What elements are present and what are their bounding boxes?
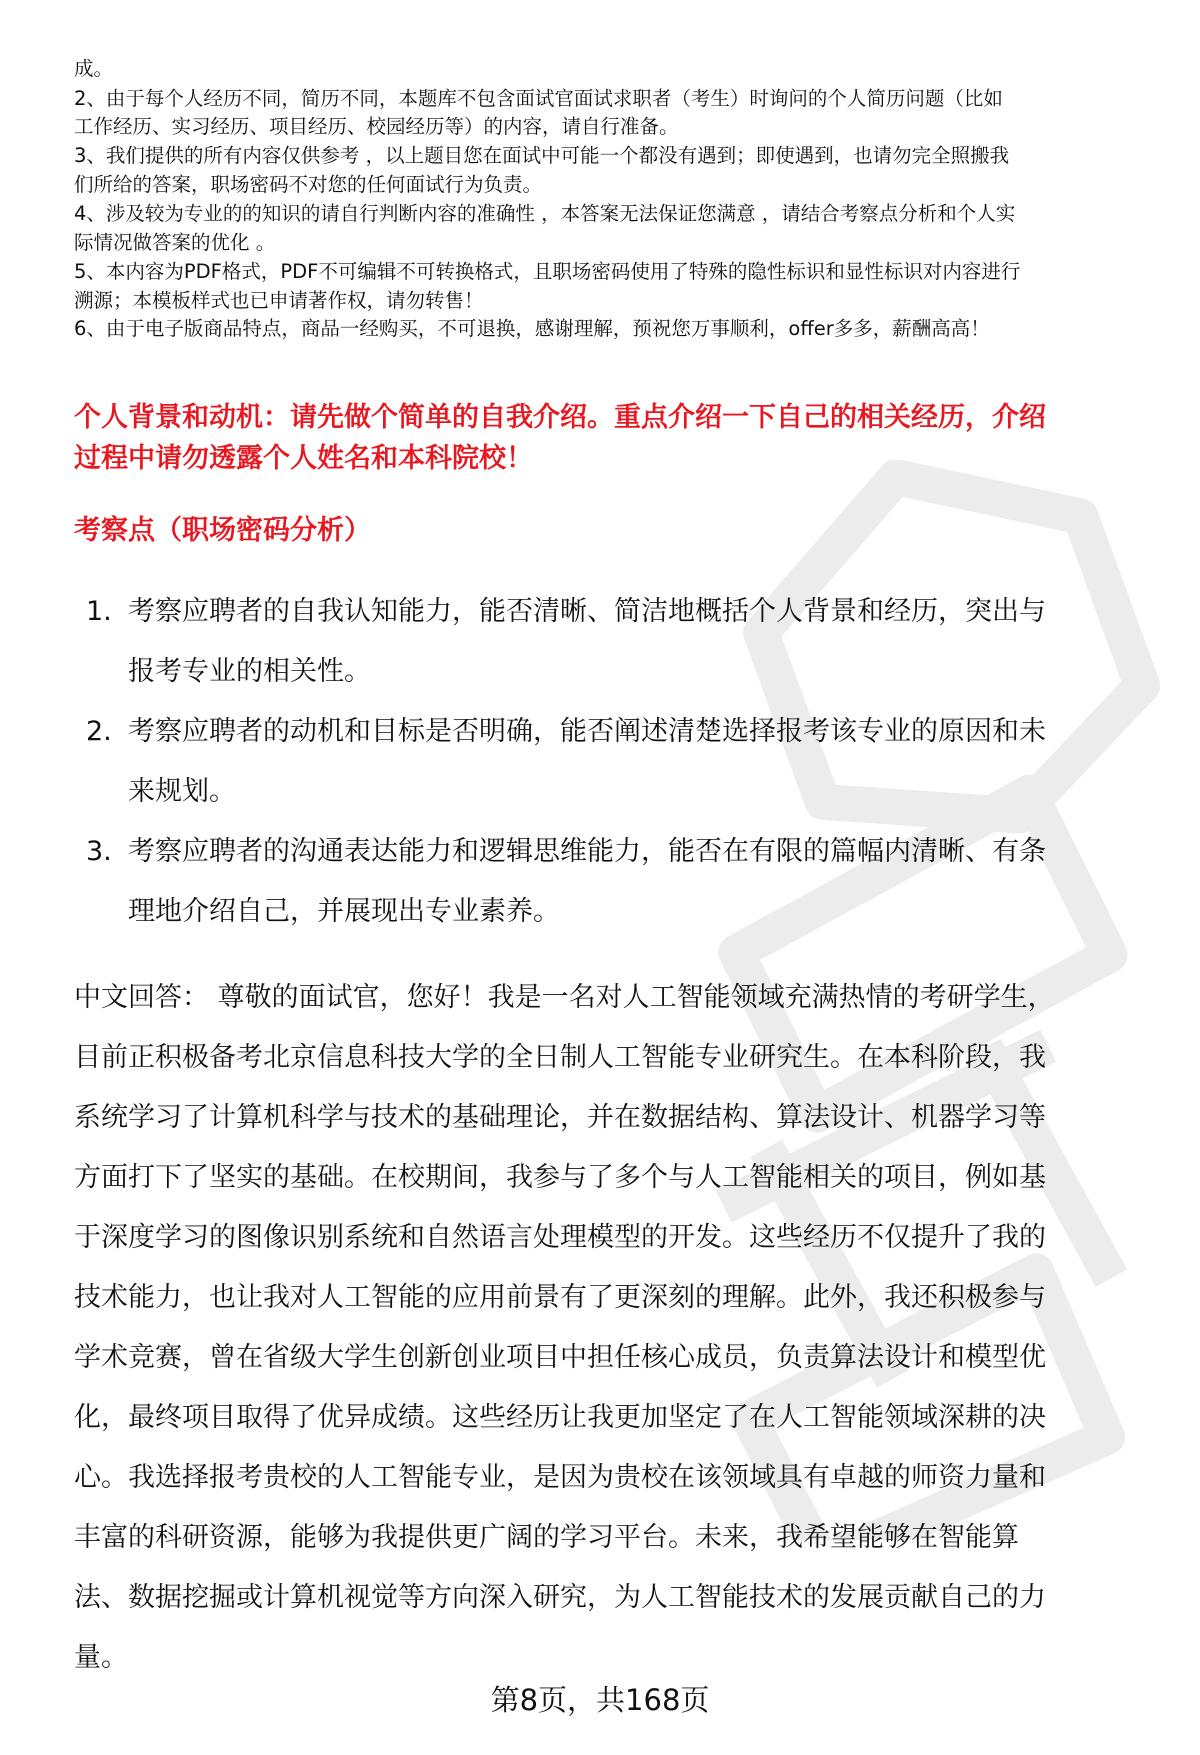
- list-item-text: 报考专业的相关性。: [128, 656, 371, 687]
- answer-line: 量。: [74, 1642, 128, 1673]
- answer-line: 学术竞赛，曾在省级大学生创新创业项目中担任核心成员，负责算法设计和模型优: [74, 1342, 1046, 1373]
- answer-line: 化，最终项目取得了优异成绩。这些经历让我更加坚定了在人工智能领域深耕的决: [74, 1402, 1046, 1433]
- list-item-text: 考察应聘者的沟通表达能力和逻辑思维能力，能否在有限的篇幅内清晰、有条: [128, 836, 1046, 867]
- notice-line: 4、涉及较为专业的的知识的请自行判断内容的准确性 ，本答案无法保证您满意 ，请结合考察点分析和个人实: [74, 202, 1016, 225]
- answer-line: 系统学习了计算机科学与技术的基础理论，并在数据结构、算法设计、机器学习等: [74, 1102, 1046, 1133]
- notice-line: 5、本内容为PDF格式，PDF不可编辑不可转换格式，且职场密码使用了特殊的隐性标识和显性标识对内容进行: [74, 260, 1021, 283]
- notice-line: 成。: [74, 57, 114, 80]
- notice-line: 2、由于每个人经历不同，简历不同，本题库不包含面试官面试求职者（考生）时询问的个人简历问题（比如: [74, 87, 1003, 110]
- answer-line: 法、数据挖掘或计算机视觉等方向深入研究，为人工智能技术的发展贡献自己的力: [74, 1582, 1046, 1613]
- answer-line: 心。我选择报考贵校的人工智能专业，是因为贵校在该领域具有卓越的师资力量和: [74, 1462, 1046, 1493]
- answer-line: 中文回答： 尊敬的面试官，您好！我是一名对人工智能领域充满热情的考研学生，: [74, 982, 1055, 1013]
- answer-line: 技术能力，也让我对人工智能的应用前景有了更深刻的理解。此外，我还积极参与: [74, 1282, 1046, 1313]
- question-heading-line1: 个人背景和动机：请先做个简单的自我介绍。重点介绍一下自己的相关经历，介绍: [74, 402, 1046, 433]
- notice-line: 际情况做答案的优化 。: [74, 231, 276, 254]
- notice-line: 们所给的答案，职场密码不对您的任何面试行为负责。: [74, 173, 543, 196]
- notice-line: 溯源；本模板样式也已申请著作权，请勿转售！: [74, 289, 484, 312]
- list-item-text: 考察应聘者的自我认知能力，能否清晰、简洁地概括个人背景和经历，突出与: [128, 596, 1046, 627]
- answer-line: 丰富的科研资源，能够为我提供更广阔的学习平台。未来，我希望能够在智能算: [74, 1522, 1019, 1553]
- list-item-number: 1.: [86, 596, 112, 627]
- list-item-text: 考察应聘者的动机和目标是否明确，能否阐述清楚选择报考该专业的原因和未: [128, 716, 1046, 747]
- list-item-number: 3.: [86, 836, 112, 867]
- analysis-title: 考察点（职场密码分析）: [74, 515, 371, 546]
- list-item-text: 来规划。: [128, 776, 236, 807]
- notice-line: 6、由于电子版商品特点，商品一经购买，不可退换，感谢理解，预祝您万事顺利，offer多多，薪酬高高！: [74, 317, 990, 340]
- notice-line: 3、我们提供的所有内容仅供参考 ，以上题目您在面试中可能一个都没有遇到；即使遇到，也请勿完全照搬我: [74, 144, 1010, 167]
- answer-line: 方面打下了坚实的基础。在校期间，我参与了多个与人工智能相关的项目，例如基: [74, 1162, 1046, 1193]
- list-item-text: 理地介绍自己，并展现出专业素养。: [128, 896, 560, 927]
- answer-line: 于深度学习的图像识别系统和自然语言处理模型的开发。这些经历不仅提升了我的: [74, 1222, 1046, 1253]
- answer-line: 目前正积极备考北京信息科技大学的全日制人工智能专业研究生。在本科阶段，我: [74, 1042, 1046, 1073]
- page-number: 第8页，共168页: [490, 1683, 710, 1717]
- notice-line: 工作经历、实习经历、项目经历、校园经历等）的内容，请自行准备。: [74, 115, 679, 138]
- list-item-number: 2.: [86, 716, 112, 747]
- question-heading-line2: 过程中请勿透露个人姓名和本科院校！: [74, 443, 533, 474]
